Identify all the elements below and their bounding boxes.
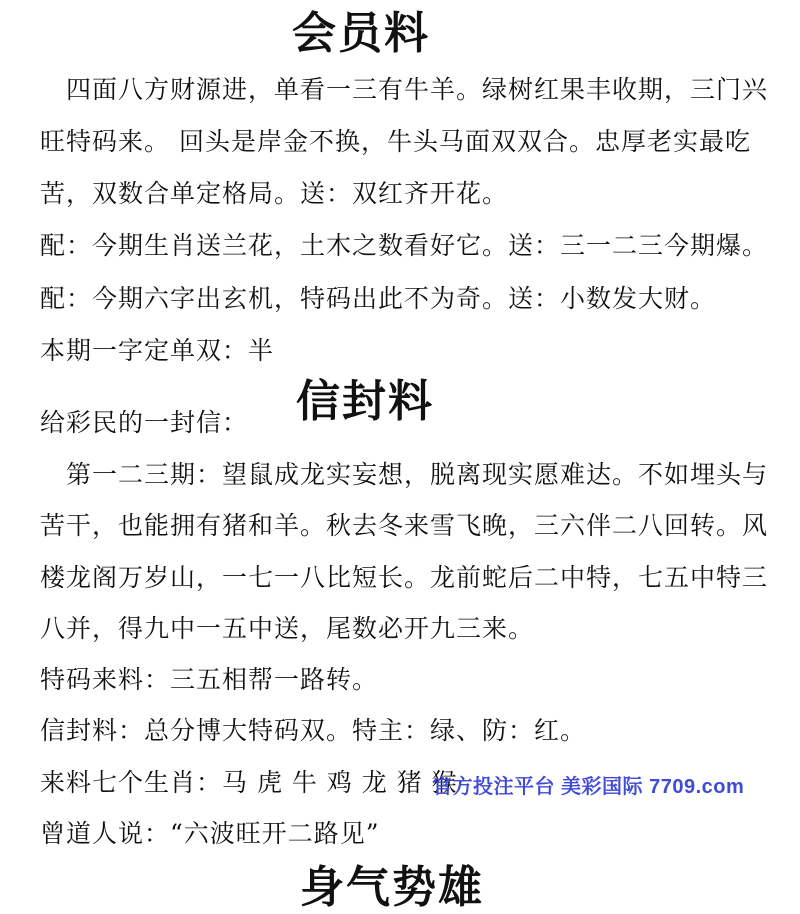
member-text-line-2: 旺特码来。 回头是岸金不换，牛头马面双双合。忠厚老实最吃 bbox=[40, 127, 751, 156]
member-text-line-1: 四面八方财源进，单看一三有牛羊。绿树红果丰收期，三门兴 bbox=[66, 75, 769, 104]
member-text-line-4: 配：今期生肖送兰花，土木之数看好它。送：三一二三今期爆。 bbox=[40, 231, 769, 260]
letter-text-line-2: 苦干，也能拥有猪和羊。秋去冬来雪飞晚，三六伴二八回转。风 bbox=[40, 511, 769, 540]
letter-text-line-4: 八并，得九中一五中送，尾数必开九三来。 bbox=[40, 614, 535, 643]
letter-text-line-6: 信封料：总分博大特码双。特主：绿、防：红。 bbox=[40, 716, 587, 745]
letter-text-line-5: 特码来料：三五相帮一路转。 bbox=[40, 665, 379, 694]
letter-text-line-7: 来料七个生肖：马 虎 牛 鸡 龙 猪 猴 bbox=[40, 768, 458, 797]
watermark-link[interactable]: 官方投注平台 美彩国际 7709.com bbox=[432, 776, 745, 798]
member-text-line-6: 本期一字定单双：半 bbox=[40, 336, 275, 365]
letter-text-line-8: 曾道人说：“六波旺开二路见” bbox=[40, 819, 380, 848]
letter-text-line-1: 第一二三期：望鼠成龙实妄想，脱离现实愿难达。不如埋头与 bbox=[66, 460, 769, 489]
section-title-member: 会员料 bbox=[292, 8, 430, 59]
section-title-momentum: 身气势雄 bbox=[300, 862, 484, 913]
letter-text-line-3: 楼龙阁万岁山，一七一八比短长。龙前蛇后二中特，七五中特三 bbox=[40, 563, 769, 592]
section-title-letter: 信封料 bbox=[296, 376, 434, 427]
member-text-line-5: 配：今期六字出玄机，特码出此不为奇。送：小数发大财。 bbox=[40, 284, 717, 313]
member-text-line-3: 苦，双数合单定格局。送：双红齐开花。 bbox=[40, 179, 509, 208]
letter-greeting: 给彩民的一封信： bbox=[40, 408, 249, 437]
